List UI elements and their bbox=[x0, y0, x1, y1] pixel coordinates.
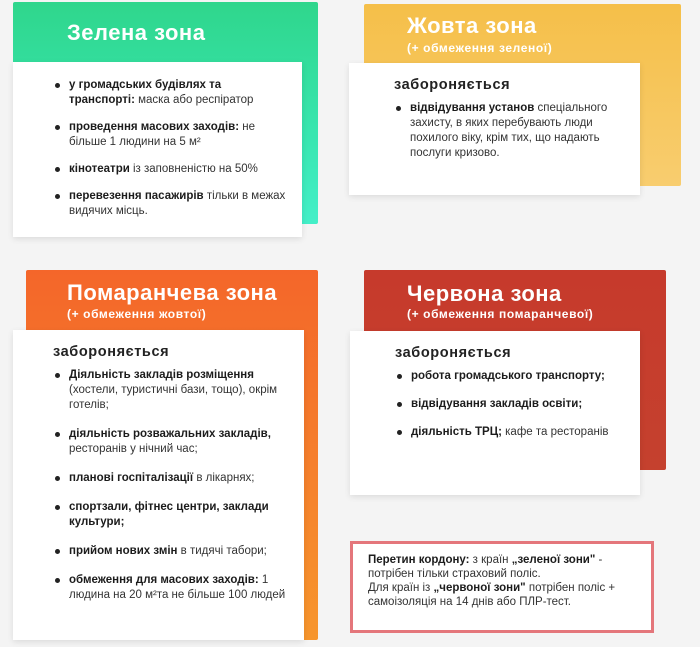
orange-zone-list bbox=[53, 368, 292, 603]
list-item-bold: обмеження для масових заходів: bbox=[69, 574, 259, 586]
yellow-zone-title: Жовта зона bbox=[407, 13, 537, 38]
border-note-rest-2: потрібен поліс + самоізоляція на 14 днів або ПЛР-тест. bbox=[368, 582, 616, 608]
list-item bbox=[53, 544, 292, 559]
border-note-label: Перетин кордону: bbox=[368, 554, 470, 566]
border-crossing-note bbox=[350, 541, 654, 633]
orange-zone-title: Помаранчева зона bbox=[67, 280, 278, 305]
green-zone-title: Зелена зона bbox=[67, 20, 206, 45]
border-note-text-1: з країн bbox=[469, 554, 512, 566]
list-item-text: маска або респіратор bbox=[134, 94, 254, 106]
list-item bbox=[394, 101, 628, 161]
list-item-text: не більше 1 людини на 5 м² bbox=[69, 121, 255, 148]
list-item-text: тільки в межах видячих місць. bbox=[69, 190, 286, 217]
orange-zone-subtitle: (+ обмеження жовтої) bbox=[67, 307, 207, 321]
list-item-bold: відвідування закладів освіти; bbox=[411, 398, 583, 410]
orange-zone-heading: забороняється bbox=[53, 344, 170, 360]
list-item-text: спеціального захисту, в яких перебувають люди похилого віку, крім тих, що надають послуги кризово. bbox=[410, 102, 608, 159]
list-item-bold: Діяльність закладів розміщення bbox=[69, 369, 254, 381]
list-item-text: кафе та ресторанів bbox=[501, 426, 609, 438]
border-note-line-1 bbox=[368, 553, 641, 581]
list-item-text: 1 людина на 20 м²та не більше 100 людей bbox=[69, 574, 286, 601]
list-item bbox=[53, 78, 290, 108]
list-item bbox=[395, 369, 628, 384]
list-item bbox=[53, 120, 290, 150]
list-item-bold: у громадських будівлях та транспорті: bbox=[69, 79, 222, 106]
list-item bbox=[395, 397, 628, 412]
red-zone-title: Червона зона bbox=[407, 281, 562, 306]
border-note-rest-1: - потрібен тільки страховий поліс. bbox=[368, 554, 603, 580]
list-item-bold: відвідування установ bbox=[410, 102, 535, 114]
list-item-bold: спортзали, фітнес центри, заклади культури; bbox=[69, 501, 269, 528]
green-zone-card bbox=[13, 62, 302, 237]
list-item-bold: перевезення пасажирів bbox=[69, 190, 204, 202]
green-zone-list bbox=[53, 78, 290, 219]
border-note-red-quote: „червоної зони" bbox=[433, 582, 526, 594]
list-item bbox=[53, 573, 292, 603]
yellow-zone-subtitle: (+ обмеження зеленої) bbox=[407, 41, 553, 55]
list-item-bold: прийом нових змін bbox=[69, 545, 178, 557]
list-item bbox=[53, 189, 290, 219]
red-zone-subtitle: (+ обмеження помаранчевої) bbox=[407, 307, 594, 321]
list-item-bold: кінотеатри bbox=[69, 163, 130, 175]
orange-zone-card bbox=[13, 330, 304, 640]
border-note-green-quote: „зеленої зони" bbox=[511, 554, 596, 566]
red-zone-list bbox=[395, 369, 628, 440]
list-item bbox=[53, 368, 292, 413]
list-item bbox=[53, 162, 290, 177]
yellow-zone-list bbox=[394, 101, 628, 161]
border-note-text-2: Для країн із bbox=[368, 582, 434, 594]
list-item bbox=[53, 427, 292, 457]
list-item-bold: планові госпіталізації bbox=[69, 472, 194, 484]
yellow-zone-card bbox=[349, 63, 640, 195]
border-note-line-2 bbox=[368, 581, 641, 609]
list-item-text: в тидячі табори; bbox=[177, 545, 267, 557]
list-item-text: із заповненістю на 50% bbox=[129, 163, 258, 175]
list-item-text: ресторанів у нічний час; bbox=[69, 443, 198, 455]
red-zone-card bbox=[350, 331, 640, 495]
list-item-text: в лікарнях; bbox=[193, 472, 255, 484]
list-item-bold: проведення масових заходів: bbox=[69, 121, 240, 133]
red-zone-heading: забороняється bbox=[395, 345, 512, 361]
list-item-bold: діяльність ТРЦ; bbox=[411, 426, 502, 438]
list-item bbox=[53, 471, 292, 486]
list-item-text: (хостели, туристичні бази, тощо), окрім готелів; bbox=[69, 384, 278, 411]
list-item-bold: робота громадського транспорту; bbox=[411, 370, 605, 382]
list-item bbox=[53, 500, 292, 530]
list-item bbox=[395, 425, 628, 440]
list-item-bold: діяльність розважальних закладів, bbox=[69, 428, 271, 440]
yellow-zone-heading: забороняється bbox=[394, 77, 511, 93]
